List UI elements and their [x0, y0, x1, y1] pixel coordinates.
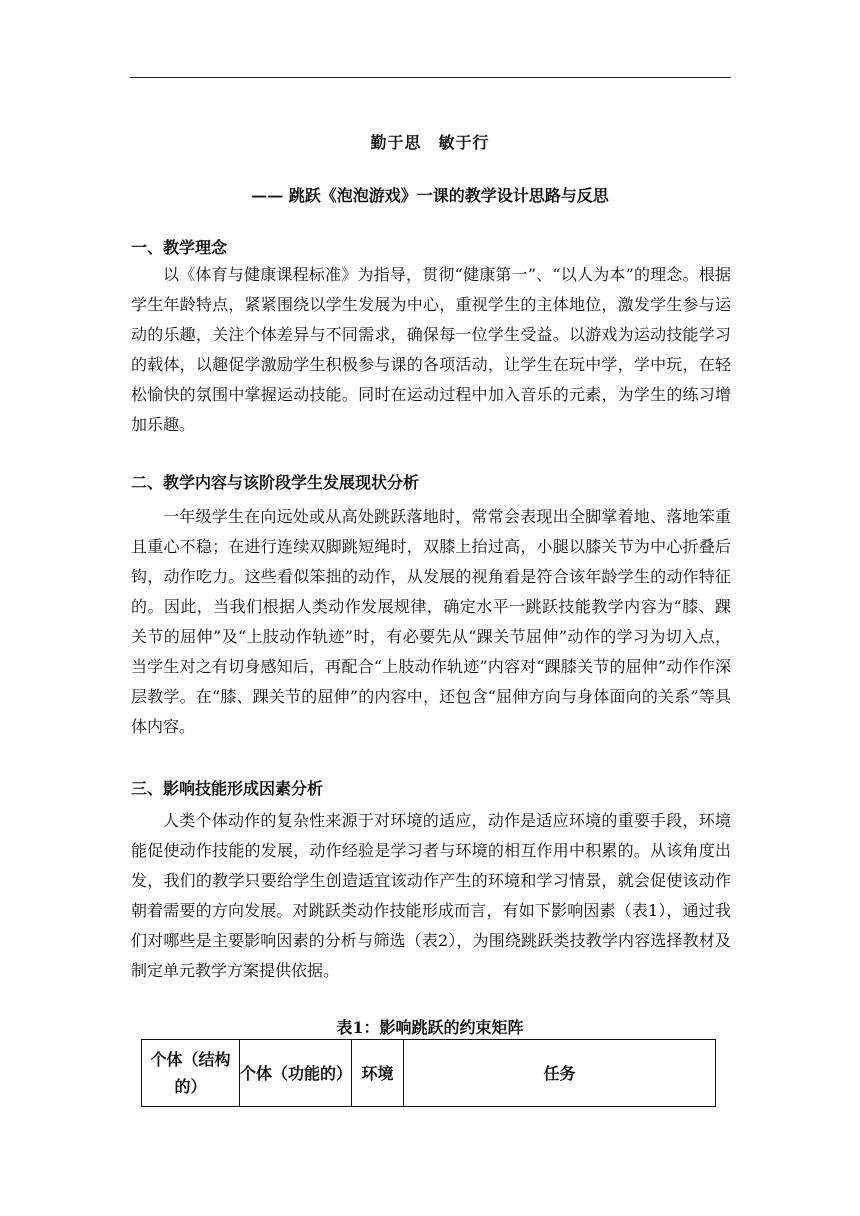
paragraph: 一年级学生在向远处或从高处跳跃落地时，常常会表现出全脚掌着地、落地笨重且重心不稳；在进行连续双脚跳短绳时，双膝上抬过高，小腿以膝关节为中心折叠后钩，动作吃力。这些看似笨拙的动作，从发展的视角看是符合该年龄学生的动作特征的。因此，当我们根据人类动作发展规律，确定水平一跳跃技能教学内容为“膝、踝关节的屈伸”及“上肢动作轨迹”时，有必要先从“踝关节屈伸”动作的学习为切入点，当学生对之有切身感知后，再配合“上肢动作轨迹”内容对“踝膝关节的屈伸”动作作深层教学。在“膝、踝关节的屈伸”的内容中，还包含“屈伸方向与身体面向的关系”等具体内容。	[131, 507, 731, 736]
table-header-cell: 个体（功能的）	[240, 1040, 352, 1107]
document-subtitle: —— 跳跃《泡泡游戏》一课的教学设计思路与反思	[251, 186, 609, 205]
section-body-1	[131, 260, 731, 440]
section-heading-1: 一、教学理念	[131, 238, 228, 257]
section-body-3	[131, 806, 731, 986]
table-header-cell: 环境	[352, 1040, 404, 1107]
section-body-2	[131, 502, 731, 742]
table-caption: 表1：影响跳跃的约束矩阵	[336, 1018, 524, 1037]
table-header-cell: 个体（结构的）	[142, 1040, 240, 1107]
document-title: 勤于思 敏于行	[370, 133, 490, 152]
section-heading-2: 二、教学内容与该阶段学生发展现状分析	[131, 473, 420, 492]
header-rule	[130, 77, 731, 78]
section-heading-3: 三、影响技能形成因素分析	[131, 779, 324, 798]
table-header-row	[142, 1040, 716, 1107]
paragraph: 以《体育与健康课程标准》为指导，贯彻“健康第一”、“以人为本”的理念。根据学生年龄特点，紧紧围绕以学生发展为中心，重视学生的主体地位，激发学生参与运动的乐趣，关注个体差异与不同需求，确保每一位学生受益。以游戏为运动技能学习的载体，以趣促学激励学生积极参与课的各项活动，让学生在玩中学，学中玩，在轻松愉快的氛围中掌握运动技能。同时在运动过程中加入音乐的元素，为学生的练习增加乐趣。	[131, 265, 731, 434]
paragraph: 人类个体动作的复杂性来源于对环境的适应，动作是适应环境的重要手段，环境能促使动作技能的发展，动作经验是学习者与环境的相互作用中积累的。从该角度出发，我们的教学只要给学生创造适宜该动作产生的环境和学习情景，就会促使该动作朝着需要的方向发展。对跳跃类动作技能形成而言，有如下影响因素（表1），通过我们对哪些是主要影响因素的分析与筛选（表2），为围绕跳跃类技教学内容选择教材及制定单元教学方案提供依据。	[131, 811, 731, 980]
table-header-cell: 任务	[404, 1040, 716, 1107]
constraint-matrix-table	[141, 1039, 716, 1107]
